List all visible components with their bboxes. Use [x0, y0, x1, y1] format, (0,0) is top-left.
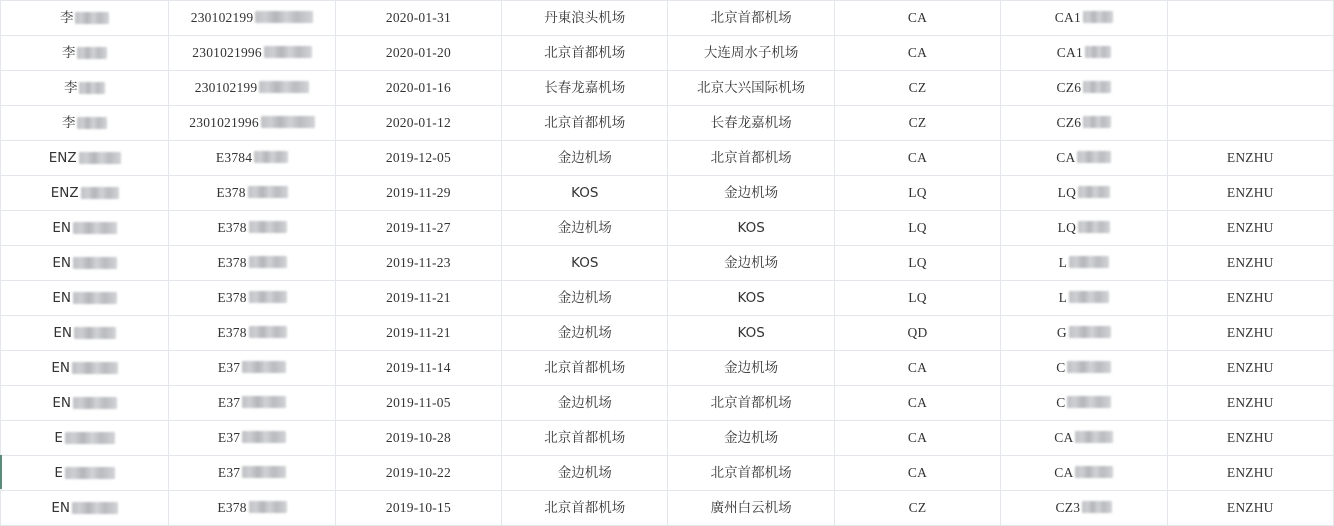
- cell-arrival-airport-text: 金边机场: [724, 255, 779, 271]
- cell-arrival-airport: [668, 456, 834, 491]
- cell-arrival-airport: [668, 106, 834, 141]
- cell-airline-code: [834, 351, 1000, 386]
- cell-airline-code: [834, 386, 1000, 421]
- cell-id-number-text: E3784: [215, 150, 253, 165]
- cell-agent: [1167, 421, 1333, 456]
- cell-departure-airport-text: 金边机场: [557, 290, 612, 306]
- cell-flight-number-redaction: [1075, 466, 1113, 478]
- cell-passenger-name-redaction: [77, 47, 107, 59]
- cell-arrival-airport-text: 金边机场: [724, 360, 779, 376]
- cell-flight-date-text: 2019-11-23: [386, 255, 451, 270]
- cell-flight-number: [1001, 456, 1167, 491]
- cell-agent-text: ENZHU: [1226, 325, 1274, 340]
- cell-id-number-redaction: [249, 256, 287, 268]
- cell-arrival-airport: [668, 176, 834, 211]
- cell-arrival-airport: [668, 246, 834, 281]
- cell-flight-number: [1001, 36, 1167, 71]
- cell-id-number: [169, 281, 335, 316]
- cell-flight-number-redaction: [1083, 81, 1111, 93]
- cell-flight-number-text: CZ3: [1055, 500, 1081, 515]
- cell-departure-airport: [502, 281, 668, 316]
- table-row[interactable]: [1, 386, 1334, 421]
- cell-flight-number-text: C: [1056, 395, 1066, 410]
- cell-flight-number-redaction: [1069, 256, 1109, 268]
- cell-departure-airport: [502, 1, 668, 36]
- cell-agent: [1167, 281, 1333, 316]
- cell-flight-date-text: 2019-11-21: [386, 325, 451, 340]
- cell-id-number-text: E37: [217, 430, 241, 445]
- cell-id-number: [169, 316, 335, 351]
- cell-agent-text: ENZHU: [1226, 430, 1274, 445]
- cell-passenger-name-redaction: [75, 12, 109, 24]
- cell-flight-number-redaction: [1078, 221, 1110, 233]
- cell-arrival-airport: [668, 386, 834, 421]
- cell-flight-number-redaction: [1083, 11, 1113, 23]
- cell-flight-number: [1001, 386, 1167, 421]
- cell-id-number-text: E378: [217, 220, 247, 235]
- cell-passenger-name-redaction: [81, 187, 119, 199]
- cell-flight-number-text: CA1: [1056, 45, 1083, 60]
- cell-flight-date: [335, 141, 501, 176]
- cell-id-number-redaction: [259, 81, 309, 93]
- cell-departure-airport-text: 北京首都机场: [544, 115, 626, 131]
- cell-flight-date: [335, 246, 501, 281]
- table-row[interactable]: [1, 71, 1334, 106]
- cell-id-number-text: E378: [217, 500, 247, 515]
- cell-agent: [1167, 316, 1333, 351]
- cell-flight-date-text: 2020-01-31: [385, 10, 451, 25]
- cell-agent: [1167, 456, 1333, 491]
- cell-flight-number: [1001, 246, 1167, 281]
- cell-arrival-airport: [668, 421, 834, 456]
- cell-airline-code: [834, 211, 1000, 246]
- cell-passenger-name-redaction: [74, 327, 116, 339]
- cell-flight-number-redaction: [1069, 326, 1111, 338]
- cell-id-number: [169, 491, 335, 526]
- cell-airline-code-text: LQ: [908, 290, 927, 305]
- cell-passenger-name: [1, 281, 169, 316]
- cell-passenger-name: [1, 316, 169, 351]
- cell-passenger-name-redaction: [73, 397, 117, 409]
- cell-id-number-text: E378: [216, 185, 246, 200]
- cell-id-number-redaction: [264, 46, 312, 58]
- cell-airline-code-text: CA: [907, 10, 928, 25]
- cell-airline-code: [834, 1, 1000, 36]
- cell-departure-airport-text: 北京首都机场: [544, 360, 626, 376]
- table-row[interactable]: [1, 141, 1334, 176]
- cell-agent-text: ENZHU: [1226, 465, 1274, 480]
- cell-airline-code-text: CZ: [908, 500, 927, 515]
- cell-flight-number-redaction: [1077, 151, 1111, 163]
- table-row[interactable]: [1, 316, 1334, 351]
- cell-agent: [1167, 36, 1333, 71]
- cell-departure-airport: [502, 351, 668, 386]
- cell-airline-code: [834, 106, 1000, 141]
- cell-id-number-redaction: [248, 186, 288, 198]
- cell-passenger-name-text: E: [54, 430, 63, 446]
- cell-flight-number: [1001, 316, 1167, 351]
- cell-airline-code-text: CZ: [908, 80, 927, 95]
- cell-arrival-airport-text: 北京首都机场: [710, 150, 792, 166]
- cell-departure-airport-text: 北京首都机场: [544, 500, 626, 516]
- cell-airline-code-text: CZ: [908, 115, 927, 130]
- cell-id-number: [169, 36, 335, 71]
- cell-flight-date: [335, 386, 501, 421]
- cell-id-number-redaction: [261, 116, 315, 128]
- cell-passenger-name-text: EN: [52, 255, 71, 271]
- cell-agent: [1167, 351, 1333, 386]
- cell-departure-airport: [502, 71, 668, 106]
- cell-departure-airport-text: 长春龙嘉机场: [544, 80, 626, 96]
- table-row[interactable]: [1, 491, 1334, 526]
- cell-flight-date-text: 2019-10-22: [385, 465, 451, 480]
- cell-arrival-airport: [668, 281, 834, 316]
- cell-airline-code-text: QD: [907, 325, 928, 340]
- cell-flight-number-redaction: [1078, 186, 1110, 198]
- cell-flight-number-text: L: [1058, 255, 1068, 270]
- cell-flight-date: [335, 316, 501, 351]
- cell-flight-date-text: 2019-11-29: [386, 185, 451, 200]
- cell-arrival-airport: [668, 211, 834, 246]
- cell-flight-number-text: G: [1056, 325, 1067, 340]
- cell-passenger-name: [1, 456, 169, 491]
- cell-id-number-redaction: [249, 221, 287, 233]
- table-row[interactable]: [1, 246, 1334, 281]
- cell-flight-date: [335, 421, 501, 456]
- cell-flight-number-text: CA: [1054, 465, 1074, 480]
- cell-passenger-name: [1, 246, 169, 281]
- cell-flight-date-text: 2019-11-27: [386, 220, 451, 235]
- cell-departure-airport-text: 金边机场: [557, 220, 612, 236]
- cell-airline-code: [834, 246, 1000, 281]
- cell-departure-airport-text: 北京首都机场: [544, 45, 626, 61]
- cell-id-number-redaction: [242, 431, 286, 443]
- cell-arrival-airport-text: KOS: [737, 290, 765, 306]
- cell-agent: [1167, 71, 1333, 106]
- cell-flight-number-text: LQ: [1057, 185, 1077, 200]
- cell-departure-airport-text: 金边机场: [557, 465, 612, 481]
- table-row[interactable]: [1, 106, 1334, 141]
- cell-arrival-airport: [668, 351, 834, 386]
- cell-id-number-text: 230102199: [194, 80, 258, 95]
- cell-passenger-name-redaction: [65, 467, 115, 479]
- cell-flight-number: [1001, 141, 1167, 176]
- cell-passenger-name: [1, 421, 169, 456]
- cell-flight-date-text: 2019-10-28: [385, 430, 451, 445]
- cell-passenger-name-redaction: [72, 502, 118, 514]
- cell-id-number: [169, 246, 335, 281]
- cell-agent: [1167, 246, 1333, 281]
- cell-flight-number-text: CA1: [1054, 10, 1081, 25]
- cell-passenger-name-text: 李: [59, 10, 74, 26]
- cell-id-number-redaction: [254, 151, 288, 163]
- cell-passenger-name-redaction: [65, 432, 115, 444]
- cell-airline-code: [834, 491, 1000, 526]
- cell-arrival-airport: [668, 1, 834, 36]
- cell-passenger-name-text: 李: [63, 80, 78, 96]
- cell-airline-code-text: CA: [907, 430, 928, 445]
- cell-arrival-airport-text: 北京首都机场: [710, 395, 792, 411]
- cell-passenger-name-text: EN: [52, 395, 71, 411]
- cell-id-number-text: 2301021996: [189, 115, 259, 130]
- cell-arrival-airport-text: 北京首都机场: [710, 10, 792, 26]
- cell-airline-code: [834, 141, 1000, 176]
- cell-id-number: [169, 1, 335, 36]
- cell-departure-airport-text: KOS: [571, 185, 599, 201]
- cell-agent-text: ENZHU: [1226, 255, 1274, 270]
- cell-flight-number-redaction: [1075, 431, 1113, 443]
- cell-id-number-text: E37: [217, 465, 241, 480]
- cell-id-number: [169, 456, 335, 491]
- cell-id-number: [169, 421, 335, 456]
- cell-flight-number-text: CZ6: [1056, 80, 1082, 95]
- cell-airline-code: [834, 421, 1000, 456]
- cell-passenger-name-redaction: [77, 117, 107, 129]
- cell-id-number-text: E37: [217, 395, 241, 410]
- cell-flight-number-text: LQ: [1057, 220, 1077, 235]
- cell-arrival-airport: [668, 141, 834, 176]
- cell-id-number-redaction: [242, 396, 286, 408]
- cell-flight-number: [1001, 421, 1167, 456]
- cell-departure-airport: [502, 141, 668, 176]
- cell-flight-number: [1001, 281, 1167, 316]
- cell-flight-date: [335, 351, 501, 386]
- cell-flight-number-text: CA: [1056, 150, 1076, 165]
- cell-flight-number: [1001, 491, 1167, 526]
- cell-passenger-name: [1, 1, 169, 36]
- cell-flight-number: [1001, 351, 1167, 386]
- cell-departure-airport-text: 金边机场: [557, 150, 612, 166]
- cell-id-number-redaction: [242, 361, 286, 373]
- cell-passenger-name: [1, 386, 169, 421]
- cell-id-number: [169, 71, 335, 106]
- cell-agent-text: ENZHU: [1226, 360, 1274, 375]
- cell-airline-code: [834, 456, 1000, 491]
- cell-id-number-text: 2301021996: [192, 45, 262, 60]
- cell-passenger-name: [1, 351, 169, 386]
- cell-departure-airport-text: 丹東浪头机场: [544, 10, 626, 26]
- cell-passenger-name-redaction: [73, 257, 117, 269]
- cell-airline-code: [834, 36, 1000, 71]
- cell-arrival-airport-text: 长春龙嘉机场: [710, 115, 792, 131]
- cell-airline-code-text: CA: [907, 45, 928, 60]
- cell-flight-number-redaction: [1067, 361, 1111, 373]
- cell-passenger-name-text: EN: [52, 220, 71, 236]
- cell-departure-airport-text: 北京首都机场: [544, 430, 626, 446]
- cell-departure-airport: [502, 246, 668, 281]
- cell-arrival-airport-text: 大连周水子机场: [703, 45, 799, 61]
- cell-airline-code-text: CA: [907, 395, 928, 410]
- cell-passenger-name: [1, 141, 169, 176]
- cell-arrival-airport-text: KOS: [737, 325, 765, 341]
- cell-id-number-text: E378: [217, 325, 247, 340]
- cell-id-number-redaction: [249, 326, 287, 338]
- cell-flight-date-text: 2020-01-20: [385, 45, 451, 60]
- cell-flight-number-text: L: [1058, 290, 1068, 305]
- cell-passenger-name-text: EN: [51, 500, 70, 516]
- cell-agent-text: ENZHU: [1226, 290, 1274, 305]
- cell-passenger-name-redaction: [79, 152, 121, 164]
- cell-flight-date: [335, 1, 501, 36]
- cell-flight-date: [335, 281, 501, 316]
- cell-flight-date: [335, 211, 501, 246]
- cell-passenger-name-text: E: [54, 465, 63, 481]
- cell-arrival-airport-text: KOS: [737, 220, 765, 236]
- cell-agent-text: ENZHU: [1226, 500, 1274, 515]
- cell-flight-number-redaction: [1082, 501, 1112, 513]
- cell-flight-number: [1001, 71, 1167, 106]
- cell-flight-date-text: 2020-01-12: [385, 115, 451, 130]
- cell-passenger-name-redaction: [72, 362, 118, 374]
- cell-flight-date: [335, 71, 501, 106]
- cell-passenger-name-text: EN: [51, 360, 70, 376]
- cell-airline-code: [834, 316, 1000, 351]
- cell-id-number-redaction: [249, 291, 287, 303]
- cell-flight-date: [335, 491, 501, 526]
- table-row[interactable]: [1, 211, 1334, 246]
- cell-agent: [1167, 141, 1333, 176]
- cell-flight-number: [1001, 211, 1167, 246]
- cell-flight-number: [1001, 1, 1167, 36]
- cell-passenger-name-text: 李: [61, 115, 76, 131]
- cell-flight-number-redaction: [1069, 291, 1109, 303]
- cell-flight-number-text: CA: [1054, 430, 1074, 445]
- cell-id-number: [169, 386, 335, 421]
- cell-airline-code: [834, 176, 1000, 211]
- cell-departure-airport: [502, 491, 668, 526]
- cell-arrival-airport-text: 北京大兴国际机场: [697, 80, 806, 96]
- cell-flight-date: [335, 36, 501, 71]
- cell-agent: [1167, 491, 1333, 526]
- cell-agent-text: ENZHU: [1226, 220, 1274, 235]
- cell-flight-date-text: 2019-11-05: [386, 395, 451, 410]
- cell-departure-airport: [502, 456, 668, 491]
- table-row[interactable]: [1, 1, 1334, 36]
- cell-id-number: [169, 176, 335, 211]
- cell-departure-airport: [502, 211, 668, 246]
- cell-flight-number: [1001, 106, 1167, 141]
- table-row[interactable]: [1, 176, 1334, 211]
- cell-arrival-airport-text: 金边机场: [724, 185, 779, 201]
- cell-airline-code: [834, 281, 1000, 316]
- cell-passenger-name: [1, 176, 169, 211]
- cell-arrival-airport-text: 廣州白云机场: [710, 500, 792, 516]
- cell-departure-airport-text: 金边机场: [557, 325, 612, 341]
- cell-agent-text: ENZHU: [1226, 185, 1274, 200]
- cell-passenger-name-redaction: [79, 82, 105, 94]
- cell-passenger-name-redaction: [73, 292, 117, 304]
- cell-arrival-airport-text: 北京首都机场: [710, 465, 792, 481]
- cell-id-number-text: E378: [217, 290, 247, 305]
- cell-arrival-airport: [668, 491, 834, 526]
- cell-arrival-airport: [668, 71, 834, 106]
- cell-departure-airport: [502, 36, 668, 71]
- table-row[interactable]: [1, 281, 1334, 316]
- row-selection-marker: [0, 455, 2, 489]
- cell-agent: [1167, 106, 1333, 141]
- cell-airline-code-text: LQ: [908, 255, 927, 270]
- cell-arrival-airport: [668, 316, 834, 351]
- cell-flight-number-redaction: [1067, 396, 1111, 408]
- cell-flight-number: [1001, 176, 1167, 211]
- cell-departure-airport: [502, 106, 668, 141]
- cell-arrival-airport: [668, 36, 834, 71]
- cell-id-number-redaction: [255, 11, 313, 23]
- cell-id-number-text: E37: [217, 360, 241, 375]
- cell-flight-date-text: 2019-10-15: [385, 500, 451, 515]
- cell-departure-airport: [502, 316, 668, 351]
- cell-flight-date: [335, 456, 501, 491]
- table-row[interactable]: [1, 421, 1334, 456]
- cell-departure-airport: [502, 421, 668, 456]
- cell-airline-code: [834, 71, 1000, 106]
- table-row[interactable]: [1, 351, 1334, 386]
- cell-flight-date-text: 2019-11-14: [386, 360, 451, 375]
- cell-passenger-name-text: ENZ: [50, 185, 79, 201]
- cell-agent-text: ENZHU: [1226, 150, 1274, 165]
- table-body: [1, 1, 1334, 526]
- table-row[interactable]: [1, 456, 1334, 491]
- cell-id-number-text: E378: [217, 255, 247, 270]
- cell-passenger-name: [1, 71, 169, 106]
- cell-flight-number-redaction: [1083, 116, 1111, 128]
- cell-agent-text: ENZHU: [1226, 395, 1274, 410]
- cell-id-number: [169, 351, 335, 386]
- cell-passenger-name: [1, 36, 169, 71]
- cell-passenger-name-redaction: [73, 222, 117, 234]
- cell-id-number: [169, 141, 335, 176]
- cell-id-number: [169, 211, 335, 246]
- cell-flight-number-redaction: [1085, 46, 1111, 58]
- cell-airline-code-text: LQ: [908, 185, 927, 200]
- cell-flight-date: [335, 106, 501, 141]
- cell-departure-airport-text: KOS: [571, 255, 599, 271]
- cell-agent: [1167, 1, 1333, 36]
- cell-departure-airport-text: 金边机场: [557, 395, 612, 411]
- cell-flight-number-text: C: [1056, 360, 1066, 375]
- cell-airline-code-text: LQ: [908, 220, 927, 235]
- cell-flight-date: [335, 176, 501, 211]
- cell-airline-code-text: CA: [907, 465, 928, 480]
- cell-passenger-name: [1, 491, 169, 526]
- cell-id-number-redaction: [242, 466, 286, 478]
- cell-agent: [1167, 211, 1333, 246]
- cell-id-number: [169, 106, 335, 141]
- cell-agent: [1167, 386, 1333, 421]
- cell-id-number-text: 230102199: [190, 10, 254, 25]
- cell-passenger-name-text: EN: [52, 290, 71, 306]
- cell-flight-date-text: 2019-12-05: [385, 150, 451, 165]
- cell-passenger-name: [1, 106, 169, 141]
- cell-passenger-name-text: 李: [61, 45, 76, 61]
- cell-passenger-name-text: ENZ: [48, 150, 77, 166]
- cell-arrival-airport-text: 金边机场: [724, 430, 779, 446]
- cell-departure-airport: [502, 386, 668, 421]
- table-row[interactable]: [1, 36, 1334, 71]
- cell-agent: [1167, 176, 1333, 211]
- cell-airline-code-text: CA: [907, 360, 928, 375]
- cell-flight-date-text: 2020-01-16: [385, 80, 451, 95]
- cell-id-number-redaction: [249, 501, 287, 513]
- cell-airline-code-text: CA: [907, 150, 928, 165]
- cell-passenger-name-text: EN: [53, 325, 72, 341]
- cell-departure-airport: [502, 176, 668, 211]
- cell-passenger-name: [1, 211, 169, 246]
- cell-flight-number-text: CZ6: [1056, 115, 1082, 130]
- cell-flight-date-text: 2019-11-21: [386, 290, 451, 305]
